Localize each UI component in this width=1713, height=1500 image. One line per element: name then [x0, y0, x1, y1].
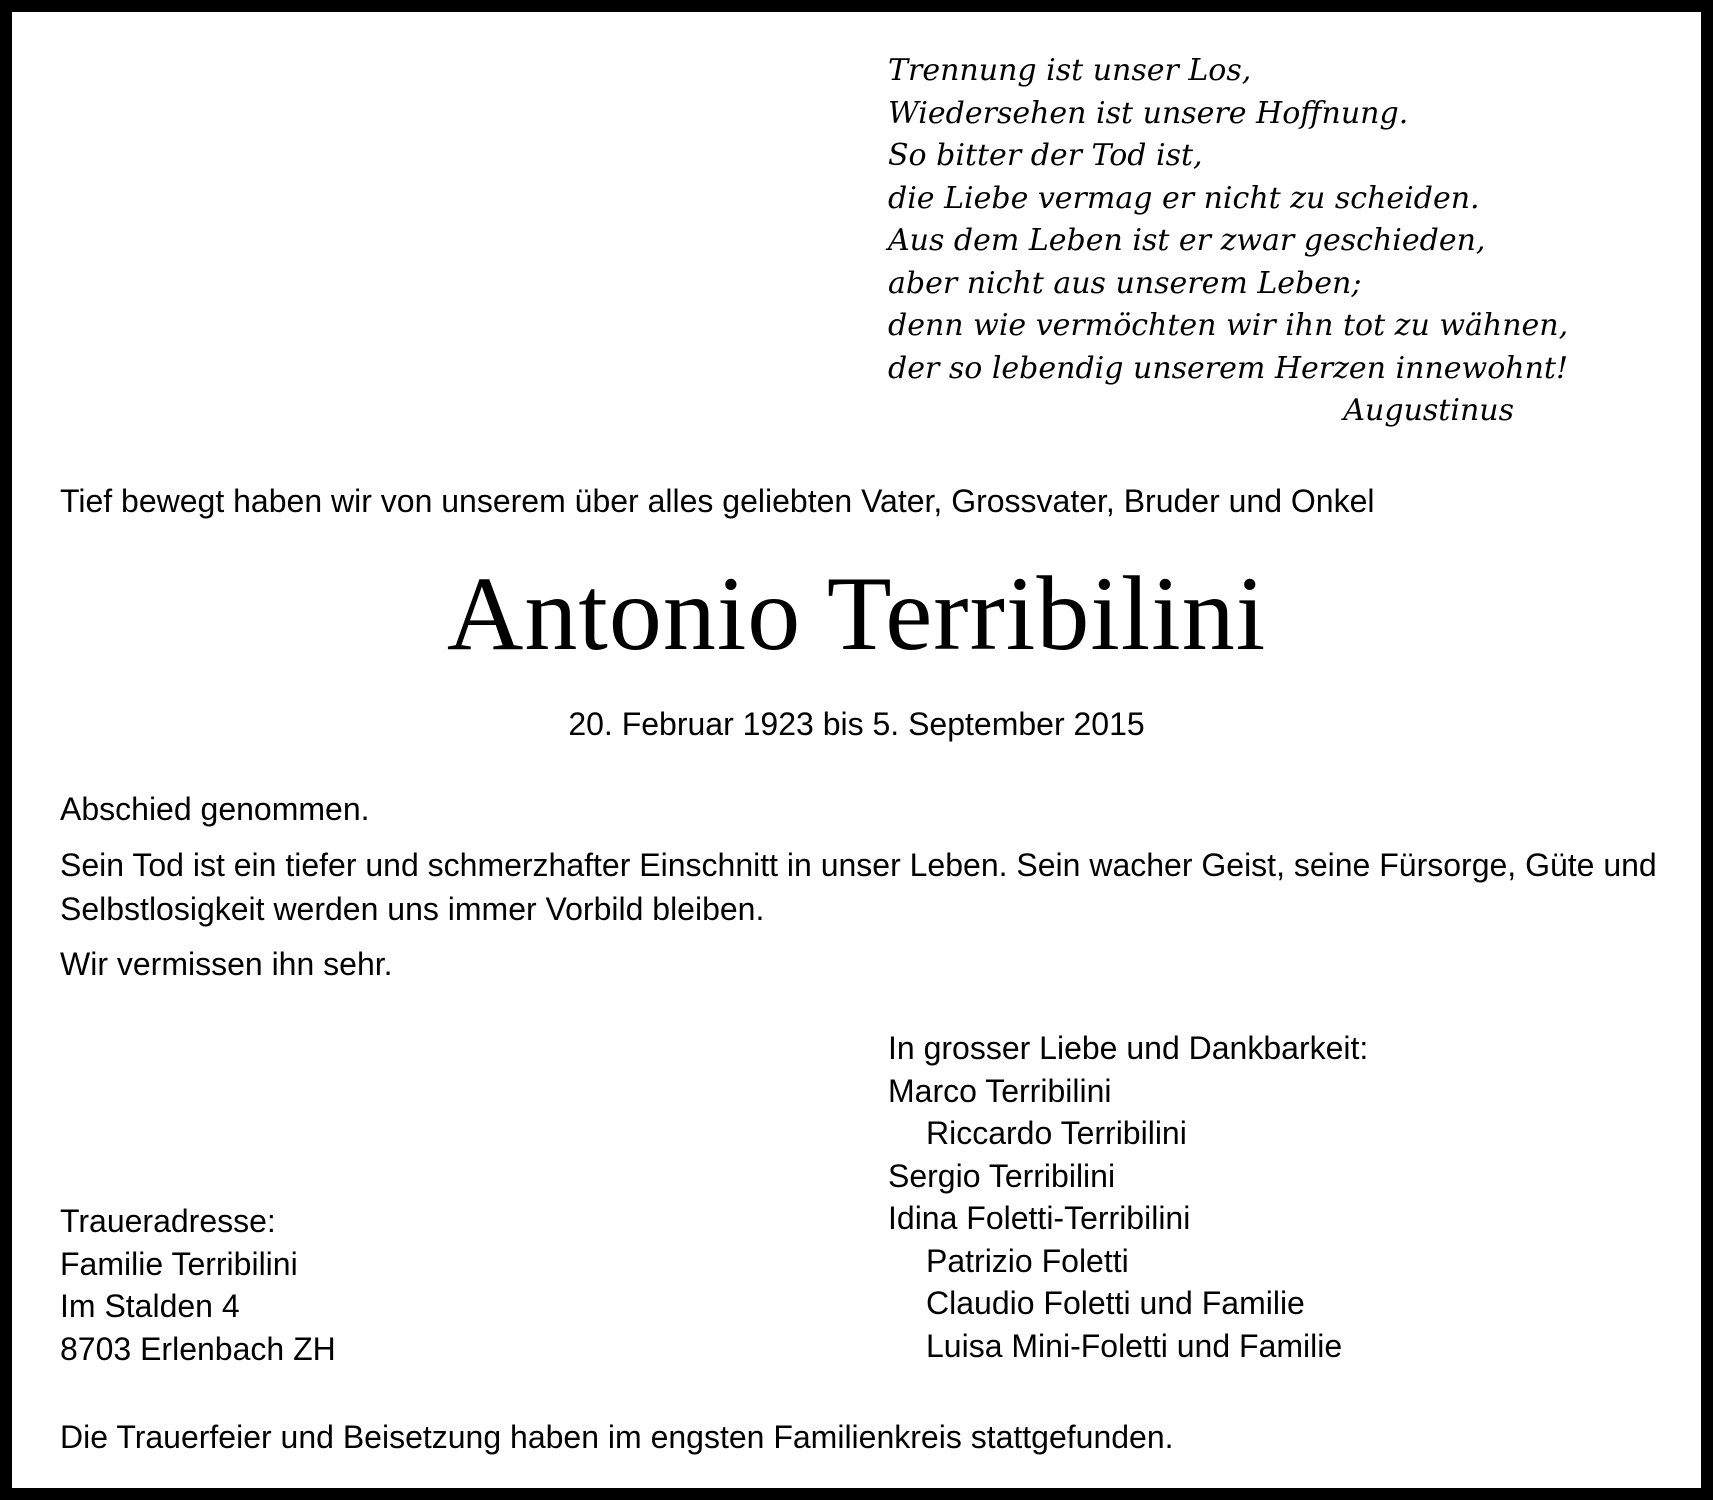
address-line: Familie Terribilini	[60, 1245, 298, 1282]
tribute-text: Sein Tod ist ein tiefer und schmerzhafter Einschnitt in unser Leben. Sein wacher Geist, seine Fürsorge, Güte und Selbstlosigkeit werden uns immer Vorbild bleiben.	[60, 847, 1657, 927]
verse-line: die Liebe vermag er nicht zu scheiden.	[888, 180, 1480, 216]
address-line: 8703 Erlenbach ZH	[60, 1330, 336, 1367]
intro-text: Tief bewegt haben wir von unserem über alles geliebten Vater, Grossvater, Bruder und Onkel	[60, 483, 1375, 519]
address-label: Traueradresse:	[60, 1203, 276, 1239]
verse-line: Wiedersehen ist unsere Hoffnung.	[888, 95, 1409, 131]
mourning-address	[60, 1200, 336, 1370]
mourner-name: Claudio Foletti und Familie	[926, 1285, 1305, 1321]
deceased-name: Antonio Terribilini	[446, 555, 1267, 672]
mourner-name: Patrizio Foletti	[926, 1242, 1129, 1279]
verse-line: aber nicht aus unserem Leben;	[888, 265, 1362, 301]
mourner-name: Marco Terribilini	[888, 1072, 1112, 1109]
verse-author: Augustinus	[1343, 393, 1514, 428]
miss-text: Wir vermissen ihn sehr.	[60, 946, 393, 982]
obituary-notice	[12, 12, 1701, 1488]
life-dates: 20. Februar 1923 bis 5. September 2015	[568, 706, 1145, 742]
closing-text: Die Trauerfeier und Beisetzung haben im engsten Familienkreis stattgefunden.	[60, 1419, 1174, 1455]
verse-line: So bitter der Tod ist,	[888, 138, 1203, 173]
farewell-text: Abschied genommen.	[60, 791, 370, 827]
address-line: Im Stalden 4	[60, 1288, 240, 1324]
mourner-name: Luisa Mini-Foletti und Familie	[926, 1327, 1343, 1364]
verse-line: der so lebendig unserem Herzen innewohnt!	[888, 350, 1569, 386]
mourner-name: Riccardo Terribilini	[926, 1115, 1187, 1151]
mourners-list	[888, 1027, 1368, 1367]
verse-line: denn wie vermöchten wir ihn tot zu wähnen,	[888, 308, 1569, 343]
mourner-name: Idina Foletti-Terribilini	[888, 1200, 1191, 1236]
verse-line: Trennung ist unser Los,	[888, 53, 1252, 88]
verse-line: Aus dem Leben ist er zwar geschieden,	[888, 223, 1486, 258]
verse-quote	[888, 50, 1569, 433]
mourner-name: Sergio Terribilini	[888, 1157, 1116, 1194]
mourners-heading: In grosser Liebe und Dankbarkeit:	[888, 1030, 1369, 1066]
